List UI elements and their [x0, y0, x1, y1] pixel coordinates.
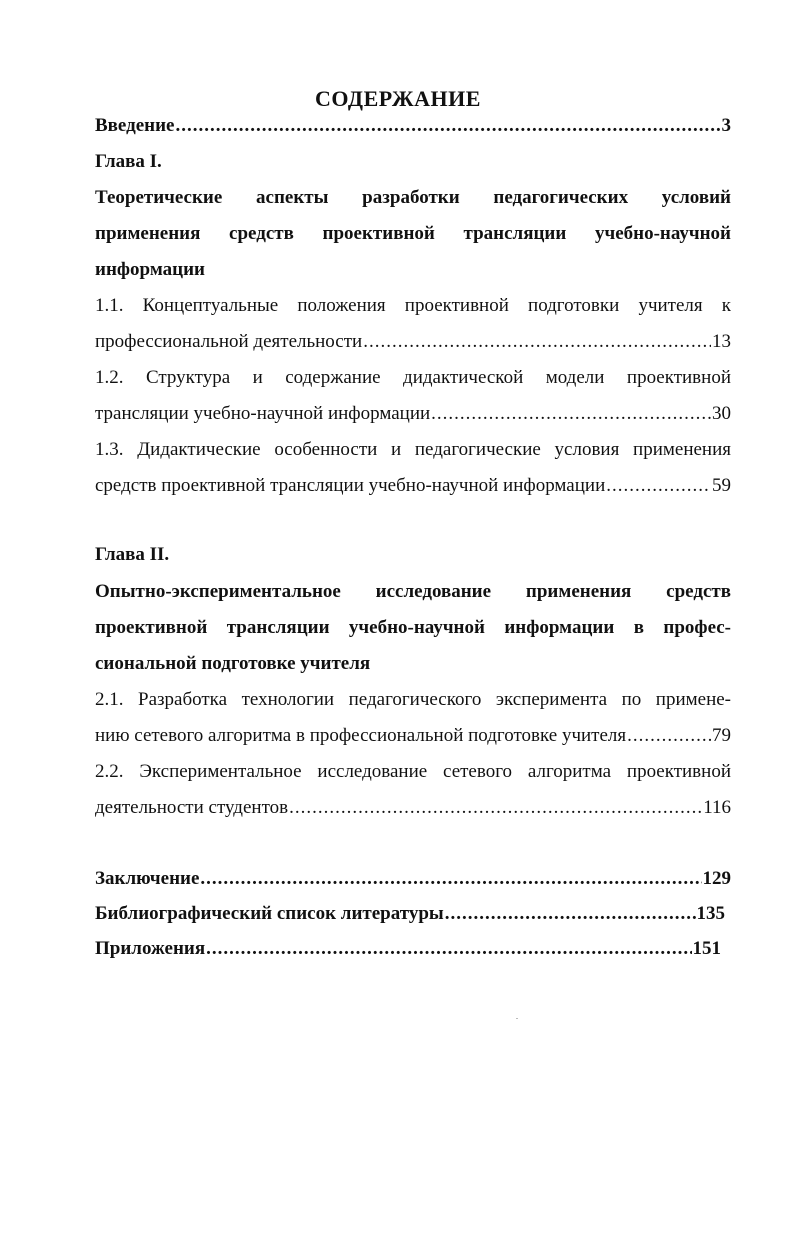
- toc-entry-label: трансляции учебно-научной информации: [95, 403, 431, 424]
- toc-section-1-3: [95, 474, 731, 498]
- leader-dots: [606, 474, 711, 498]
- toc-section-1-2-line1: 1.2. Структура и содержание дидактической модели проективной: [95, 367, 731, 388]
- chapter-1-heading: Глава I.: [95, 151, 162, 172]
- toc-entry-bibliography: [95, 902, 725, 926]
- toc-entry-page: 135: [696, 903, 725, 924]
- toc-entry-page: 59: [712, 475, 731, 496]
- leader-dots: [431, 402, 711, 426]
- toc-section-1-3-line1: 1.3. Дидактические особенности и педагогические условия применения: [95, 439, 731, 460]
- toc-entry-label: Приложения: [95, 938, 206, 959]
- toc-section-2-2: [95, 796, 731, 820]
- leader-dots: [627, 724, 711, 748]
- toc-section-2-2-line1: 2.2. Экспериментальное исследование сетевого алгоритма проективной: [95, 761, 731, 782]
- toc-section-2-1-line1: 2.1. Разработка технологии педагогического эксперимента по примене-: [95, 689, 731, 710]
- chapter-2-title-line: Опытно-экспериментальное исследование применения средств: [95, 581, 731, 602]
- leader-dots: [176, 114, 721, 138]
- toc-entry-appendices: [95, 937, 721, 961]
- toc-entry-label: средств проективной трансляции учебно-научной информации: [95, 475, 606, 496]
- chapter-1-title-line: информации: [95, 259, 205, 280]
- toc-entry-page: 79: [712, 725, 731, 746]
- toc-section-2-1: [95, 724, 731, 748]
- toc-entry-page: 129: [702, 868, 731, 889]
- leader-dots: [289, 796, 702, 820]
- toc-section-1-2: [95, 402, 731, 426]
- toc-entry-conclusion: [95, 867, 731, 891]
- toc-entry-label: Введение: [95, 115, 175, 136]
- toc-entry-label: Библиографический список литературы: [95, 903, 444, 924]
- toc-entry-intro: [95, 114, 731, 138]
- leader-dots: [445, 902, 696, 926]
- toc-entry-page: 13: [712, 331, 731, 352]
- leader-dots: [363, 330, 711, 354]
- chapter-2-title-line: проективной трансляции учебно-научной информации в профес-: [95, 617, 731, 638]
- chapter-2-heading: Глава II.: [95, 544, 170, 565]
- page-title: СОДЕРЖАНИЕ: [315, 86, 481, 111]
- toc-entry-label: нию сетевого алгоритма в профессиональной подготовке учителя: [95, 725, 627, 746]
- toc-entry-label: деятельности студентов: [95, 797, 289, 818]
- toc-entry-page: 3: [721, 115, 731, 136]
- toc-section-1-1-line1: 1.1. Концептуальные положения проективной подготовки учителя к: [95, 295, 731, 316]
- toc-entry-label: Заключение: [95, 868, 200, 889]
- leader-dots: [200, 867, 701, 891]
- chapter-1-title-line: применения средств проективной трансляции учебно-научной: [95, 223, 731, 244]
- toc-section-1-1: [95, 330, 731, 354]
- toc-entry-page: 151: [692, 938, 721, 959]
- toc-entry-page: 30: [712, 403, 731, 424]
- chapter-2-title-line: сиональной подготовке учителя: [95, 653, 371, 674]
- toc-entry-label: профессиональной деятельности: [95, 331, 363, 352]
- scan-speck: [516, 1018, 518, 1019]
- toc-entry-page: 116: [703, 797, 731, 818]
- chapter-1-title-line: Теоретические аспекты разработки педагогических условий: [95, 187, 731, 208]
- leader-dots: [206, 937, 691, 961]
